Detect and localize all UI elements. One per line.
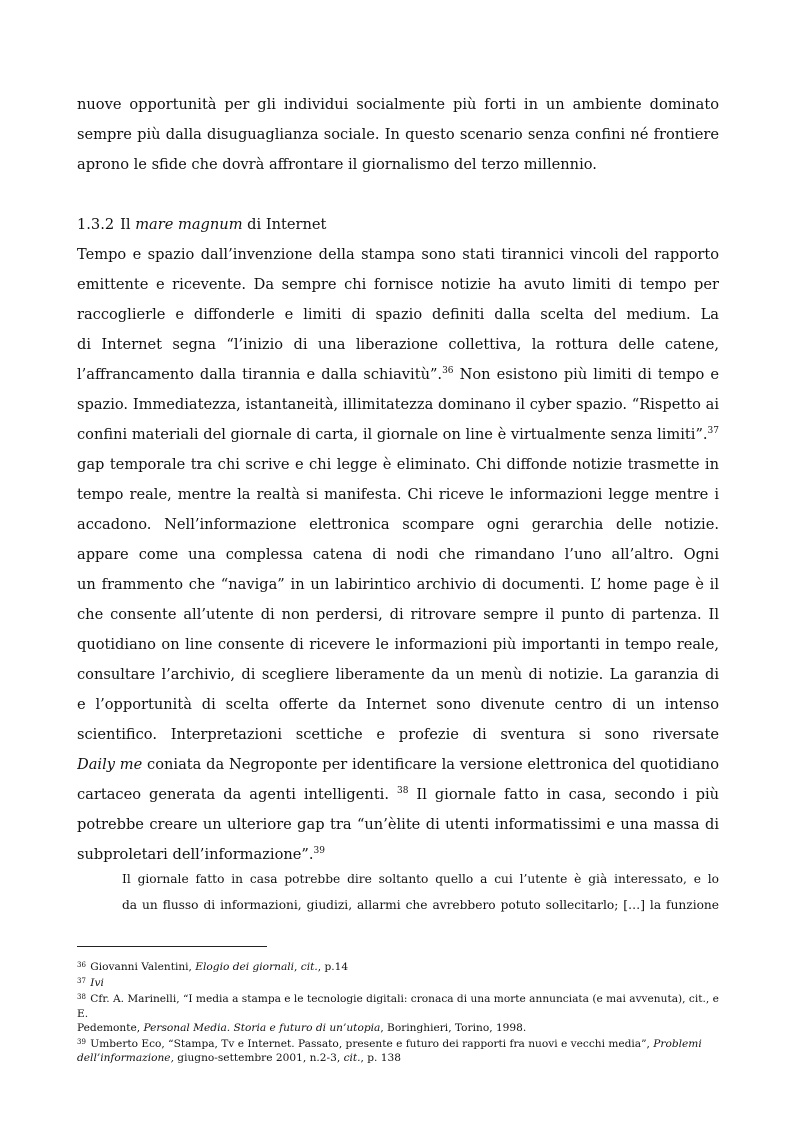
text-span: giugno-settembre 2001, n.2-3,	[173, 1052, 344, 1065]
text-span: Giovanni Valentini,	[86, 961, 196, 973]
footnote-ref-36[interactable]: 36	[442, 366, 454, 376]
footnote-39	[77, 1035, 719, 1051]
text-line: accadono. Nell’informazione elettronica scompare ogni gerarchia delle notizie.	[77, 516, 719, 533]
text-span: ,	[294, 961, 301, 973]
text-line: sempre più dalla disuguaglianza sociale. In questo scenario senza confini né frontiere	[77, 126, 719, 143]
section-number: 1.3.2	[77, 216, 115, 233]
text-line: di Internet segna “l’inizio di una liberazione collettiva, la rottura delle catene,	[77, 336, 719, 353]
text-span: l’affrancamento dalla tirannia e dalla schiavitù”.	[77, 366, 443, 383]
text-span: Cfr. A. Marinelli, “I media a stampa e le tecnologie digitali: cronaca di una morte annunciata (e mai avvenuta), cit., e E.	[77, 993, 719, 1020]
footnote-ref-39[interactable]: 39	[313, 846, 325, 856]
footnote-38-cont	[77, 1021, 719, 1035]
section-title-pre: Il	[120, 216, 136, 233]
italic-ivi: Ivi	[86, 977, 104, 990]
text-line: Tempo e spazio dall’invenzione della stampa sono stati tirannici vincoli del rapporto	[77, 246, 719, 263]
text-span: , p. 138	[360, 1052, 401, 1065]
italic-title: Elogio dei giornali	[195, 961, 295, 973]
text-line: nuove opportunità per gli individui socialmente più forti in un ambiente dominato	[77, 96, 719, 113]
text-span: , p.14	[317, 961, 349, 973]
text-line: spazio. Immediatezza, istantaneità, illimitatezza dominano il cyber spazio. “Rispetto ai	[77, 396, 719, 413]
text-span: Umberto Eco, “Stampa, Tv e Internet. Passato, presente e futuro dei rapporti fra nuovi e vecchi media”,	[86, 1038, 654, 1051]
section-heading	[77, 210, 326, 240]
text-line: che consente all’utente di non perdersi, di ritrovare sempre il punto di partenza. Il	[77, 606, 719, 623]
italic-cit: cit.	[343, 1052, 361, 1065]
text-line: emittente e ricevente. Da sempre chi fornisce notizie ha avuto limiti di tempo per	[77, 276, 719, 293]
footnote-number: 36	[77, 961, 86, 969]
italic-term: Daily me	[77, 756, 143, 773]
section-title-post: di Internet	[242, 216, 327, 233]
text-line: quotidiano on line consente di ricevere le informazioni più importanti in tempo reale,	[77, 636, 719, 653]
text-line	[77, 780, 719, 810]
text-line: e l’opportunità di scelta offerte da Internet sono divenute centro di un intenso	[77, 696, 719, 713]
text-line: appare come una complessa catena di nodi che rimandano l’uno all’altro. Ogni	[77, 546, 719, 563]
footnote-38	[77, 990, 719, 1020]
text-span: Pedemonte,	[77, 1021, 144, 1034]
text-span: , Boringhieri, Torino, 1998.	[380, 1021, 527, 1034]
text-span: Non esistono più limiti di tempo e	[459, 366, 719, 383]
footnote-37	[77, 974, 719, 990]
text-line: scientifico. Interpretazioni scettiche e profezie di sventura si sono riversate	[77, 726, 719, 743]
text-line: raccoglierle e diffonderle e limiti di spazio definiti dalla scelta del medium. La	[77, 306, 719, 323]
text-span: confini materiali del giornale di carta, il giornale on line è virtualmente senza limiti”.	[77, 426, 708, 443]
intro-paragraph	[77, 90, 719, 180]
text-line	[77, 360, 719, 390]
text-line: aprono le sfide che dovrà affrontare il giornalismo del terzo millennio.	[77, 156, 597, 173]
footnote-number: 38	[77, 993, 86, 1002]
italic-cit: cit.	[300, 961, 318, 973]
text-line	[77, 420, 719, 450]
footnote-ref-37[interactable]: 37	[707, 426, 719, 436]
footnote-39-cont	[77, 1051, 719, 1065]
section-title-italic: mare magnum	[135, 216, 243, 233]
footnote-number: 37	[77, 977, 86, 986]
quote-line: da un flusso di informazioni, giudizi, allarmi che avrebbero potuto sollecitarlo; […] la funzione	[122, 898, 719, 912]
footnotes	[77, 958, 719, 1065]
quote-line: Il giornale fatto in casa potrebbe dire soltanto quello a cui l’utente è già interessato, e lo	[122, 872, 719, 886]
footnote-ref-38[interactable]: 38	[396, 786, 409, 796]
italic-title: Personal Media. Storia e futuro di un’utopia	[143, 1021, 381, 1034]
italic-title: dell’informazione,	[77, 1052, 174, 1065]
text-span: Il giornale fatto in casa, secondo i più	[416, 786, 719, 803]
block-quote	[122, 866, 719, 918]
footnote-divider	[77, 946, 267, 947]
text-line: consultare l’archivio, di scegliere liberamente da un menù di notizie. La garanzia di	[77, 666, 719, 683]
text-line: tempo reale, mentre la realtà si manifesta. Chi riceve le informazioni legge mentre i	[77, 486, 719, 503]
text-span: cartaceo generata da agenti intelligenti.	[77, 786, 397, 803]
text-line: gap temporale tra chi scrive e chi legge è eliminato. Chi diffonde notizie trasmette in	[77, 456, 719, 473]
main-paragraph	[77, 240, 719, 870]
text-line: potrebbe creare un ulteriore gap tra “un’èlite di utenti informatissimi e una massa di	[77, 816, 719, 833]
text-line	[77, 750, 719, 780]
text-span: subproletari dell’informazione”.	[77, 846, 314, 863]
text-line: un frammento che “naviga” in un labirintico archivio di documenti. L’ home page è il	[77, 576, 719, 593]
footnote-number: 39	[77, 1038, 86, 1047]
italic-title: Problemi	[653, 1038, 702, 1051]
text-span: coniata da Negroponte per identificare la versione elettronica del quotidiano	[142, 756, 719, 773]
footnote-36	[77, 958, 719, 974]
